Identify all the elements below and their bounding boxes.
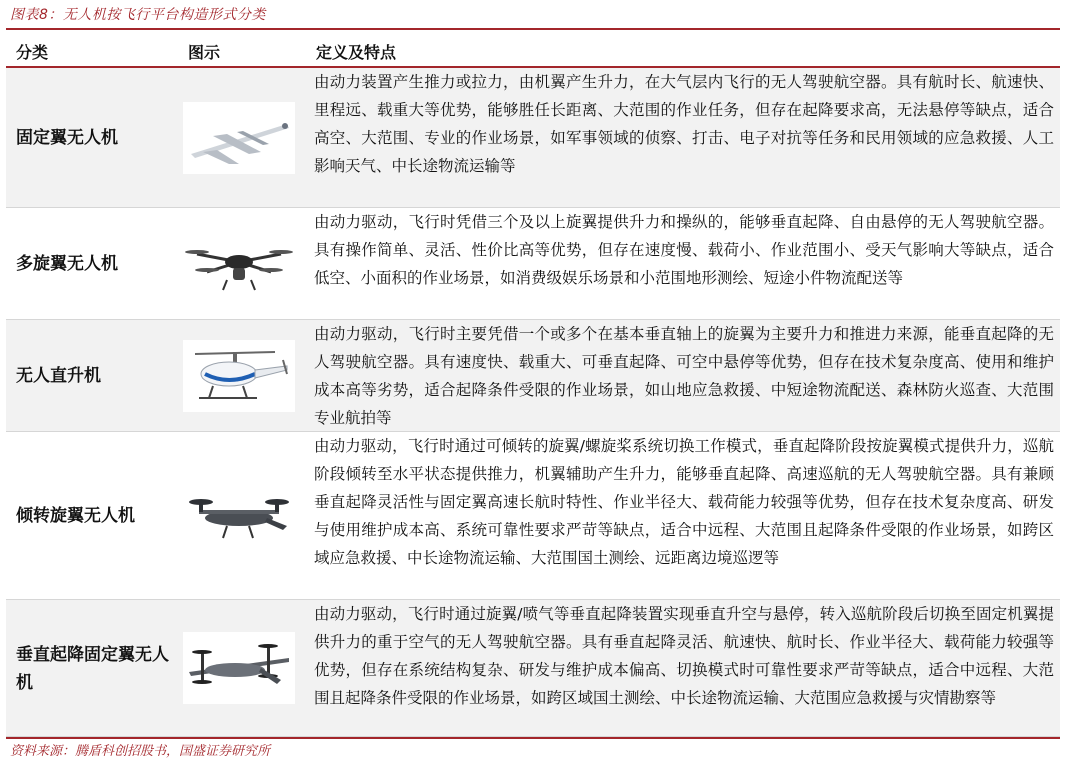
bottom-rule [6,737,1060,739]
source-note: 资料来源：腾盾科创招股书，国盛证券研究所 [10,744,271,759]
row-definition: 由动力装置产生推力或拉力，由机翼产生升力，在大气层内飞行的无人驾驶航空器。具有航时长、航速快、里程远、载重大等优势，能够胜任长距离、大范围的作业任务，但存在起降要求高，无法悬停等缺点，适合高空、大范围、专业的作业场景，如军事领域的侦察、打击、电子对抗等任务和民用领域的应急救援、人工影响天气、中长途物流运输等 [314,73,1054,175]
multirotor-drone-icon [183,228,295,300]
row-category: 倾转旋翼无人机 [16,506,135,526]
row-definition: 由动力驱动，飞行时通过旋翼/喷气等垂直起降装置实现垂直升空与悬停，转入巡航阶段后切换至固定机翼提供升力的重于空气的无人驾驶航空器。具有垂直起降灵活、航速快、航时长、作业半径大、载荷能力较强等优势，但存在系统结构复杂、研发与维护成本偏高、切换模式时可靠性要求严苛等缺点，适合中远程、大范围且起降条件受限的作业场景，如跨区域国土测绘、中长途物流运输、大范围应急救援与灾情勘察等 [314,605,1054,707]
unmanned-helicopter-icon [183,340,295,412]
table-row [6,600,1060,737]
table-header [6,32,1060,66]
header-image: 图示 [188,43,221,62]
table-row [6,432,1060,600]
top-rule [6,28,1060,30]
fixed-wing-drone-icon [183,102,295,174]
table-row [6,320,1060,432]
row-definition: 由动力驱动，飞行时主要凭借一个或多个在基本垂直轴上的旋翼为主要升力和推进力来源，能垂直起降的无人驾驶航空器。具有速度快、载重大、可垂直起降、可空中悬停等优势，但存在技术复杂度高、使用和维护成本高等劣势，适合起降条件受限的作业场景，如山地应急救援、中短途物流配送、森林防火巡查、大范围专业航拍等 [314,325,1054,427]
row-definition: 由动力驱动，飞行时通过可倾转的旋翼/螺旋桨系统切换工作模式，垂直起降阶段按旋翼模式提供升力，巡航阶段倾转至水平状态提供推力，机翼辅助产生升力，能够垂直起降、高速巡航的无人驾驶航空器。具有兼顾垂直起降灵活性与固定翼高速长航时特性、作业半径大、载荷能力较强等优势，但存在技术复杂度高、研发与使用维护成本高、系统可靠性要求严苛等缺点，适合中远程、大范围且起降条件受限的作业场景，如跨区域应急救援、中长途物流运输、大范围国土测绘、远距离边境巡逻等 [314,437,1054,567]
table-caption: 图表8：无人机按飞行平台构造形式分类 [10,7,266,23]
vtol-fixed-wing-drone-icon [183,632,295,704]
table-row [6,68,1060,208]
header-definition: 定义及特点 [316,43,397,62]
tiltrotor-drone-icon [183,480,295,552]
row-definition: 由动力驱动，飞行时凭借三个及以上旋翼提供升力和操纵的，能够垂直起降、自由悬停的无人驾驶航空器。具有操作简单、灵活、性价比高等优势，但存在速度慢、载荷小、作业范围小、受天气影响大等缺点，适合低空、小面积的作业场景，如消费级娱乐场景和小范围地形测绘、短途小件物流配送等 [314,213,1054,287]
row-category: 无人直升机 [16,366,101,386]
table-row [6,208,1060,320]
row-category: 固定翼无人机 [16,128,118,148]
row-category: 垂直起降固定翼无人机 [16,644,169,693]
header-category: 分类 [16,43,49,62]
row-category: 多旋翼无人机 [16,254,118,274]
